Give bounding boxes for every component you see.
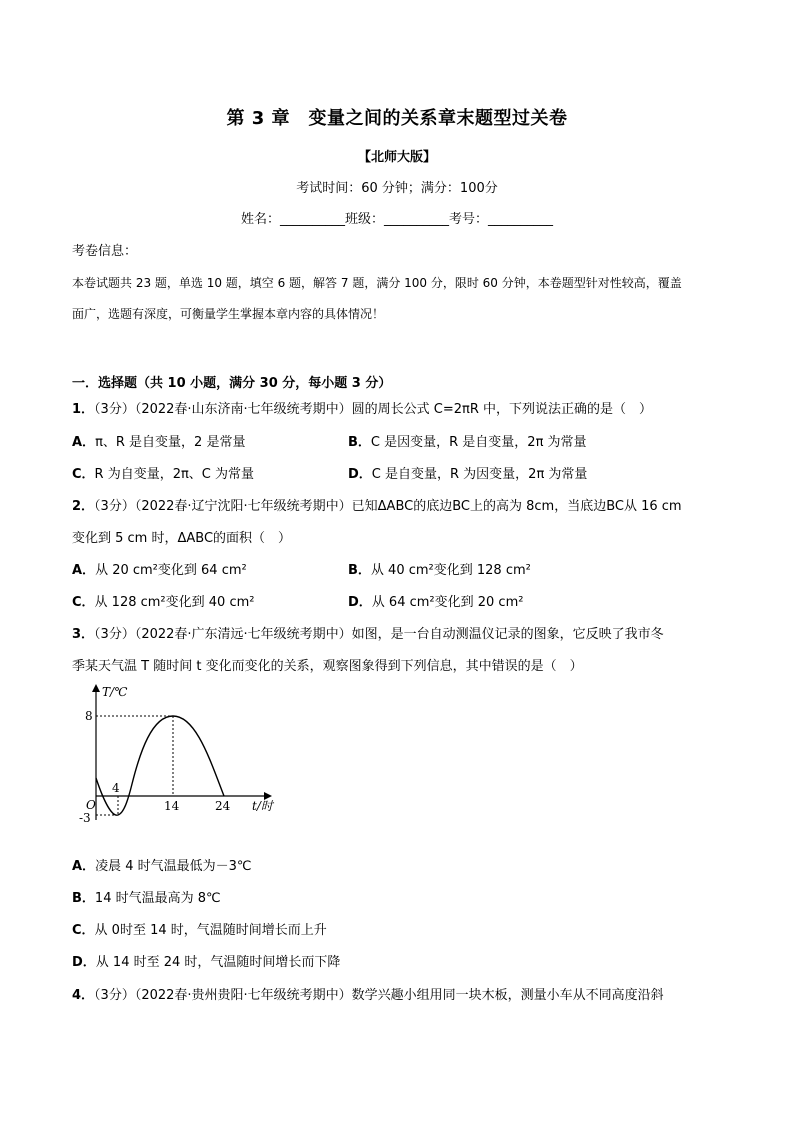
origin-label: O	[86, 798, 96, 812]
exam-time: 考试时间：60 分钟；满分：100分	[296, 181, 498, 196]
option-c: C．从 128 cm²变化到 40 cm²	[72, 595, 255, 610]
question-number: 2．	[72, 499, 95, 514]
question-3	[72, 623, 664, 642]
option-a: A．凌晨 4 时气温最低为－3℃	[72, 859, 252, 874]
option-a: A．π、R 是自变量，2 是常量	[72, 435, 246, 450]
number-field: 考号：__________	[449, 212, 554, 227]
option-d: D．从 64 cm²变化到 20 cm²	[348, 595, 524, 610]
question-text: （3分）（2022春·辽宁沈阳·七年级统考期中）已知ΔABC的底边BC上的高为 8cm，当底边BC从 16 cm	[94, 499, 682, 514]
option-c: C．从 0时至 14 时，气温随时间增长而上升	[72, 923, 327, 938]
option-d: D．从 14 时至 24 时，气温随时间增长而下降	[72, 955, 341, 970]
y-max-label: 8	[85, 709, 93, 723]
question-number: 1．	[72, 402, 95, 417]
question-1	[72, 398, 652, 417]
option-b: B．14 时气温最高为 8℃	[72, 891, 221, 906]
question-text: （3分）（2022春·广东清远·七年级统考期中）如图，是一台自动测温仪记录的图象，它反映了我市冬	[94, 627, 664, 642]
info-heading: 考卷信息：	[72, 244, 138, 259]
option-d: D．C 是自变量，R 为因变量，2π 为常量	[348, 467, 588, 482]
name-field: 姓名：__________	[240, 212, 345, 227]
page-title: 第 3 章 变量之间的关系章末题型过关卷	[226, 108, 568, 129]
edition-label: 【北师大版】	[357, 150, 436, 165]
y-axis-label: T/℃	[102, 685, 128, 699]
question-text: （3分）（2022春·山东济南·七年级统考期中）圆的周长公式 C=2πR 中，下列说法正确的是（ ）	[94, 402, 653, 417]
y-min-label: -3	[79, 811, 91, 825]
question-2	[72, 495, 682, 514]
question-3-line-2: 季某天气温 T 随时间 t 变化而变化的关系，观察图象得到下列信息，其中错误的是（ ）	[72, 659, 583, 674]
y-axis-arrow	[92, 684, 100, 692]
question-number: 4．	[72, 988, 95, 1003]
question-text: （3分）（2022春·贵州贵阳·七年级统考期中）数学兴趣小组用同一块木板，测量小车从不同高度沿斜	[94, 988, 664, 1003]
x-end-label: 24	[215, 799, 231, 813]
temperature-curve	[96, 716, 224, 815]
x-peak-label: 14	[164, 799, 180, 813]
x-min-label: 4	[112, 781, 120, 795]
section-title: 一．选择题（共 10 小题，满分 30 分，每小题 3 分）	[72, 376, 392, 391]
question-number: 3．	[72, 627, 95, 642]
class-field: 班级：__________	[344, 212, 449, 227]
info-line-2: 面广，选题有深度，可衡量学生掌握本章内容的具体情况！	[72, 307, 385, 321]
question-4	[72, 984, 664, 1003]
temperature-graph	[74, 680, 289, 830]
student-info-bar	[0, 208, 794, 227]
question-2-line-2: 变化到 5 cm 时，ΔABC的面积（ ）	[72, 531, 292, 546]
option-a: A．从 20 cm²变化到 64 cm²	[72, 563, 247, 578]
option-b: B．从 40 cm²变化到 128 cm²	[348, 563, 531, 578]
option-c: C．R 为自变量，2π、C 为常量	[72, 467, 255, 482]
info-line-1: 本卷试题共 23 题，单选 10 题，填空 6 题，解答 7 题，满分 100 分，限时 60 分钟，本卷题型针对性较高，覆盖	[72, 276, 682, 290]
x-axis-label: t/时	[252, 799, 273, 813]
option-b: B．C 是因变量，R 是自变量，2π 为常量	[348, 435, 587, 450]
